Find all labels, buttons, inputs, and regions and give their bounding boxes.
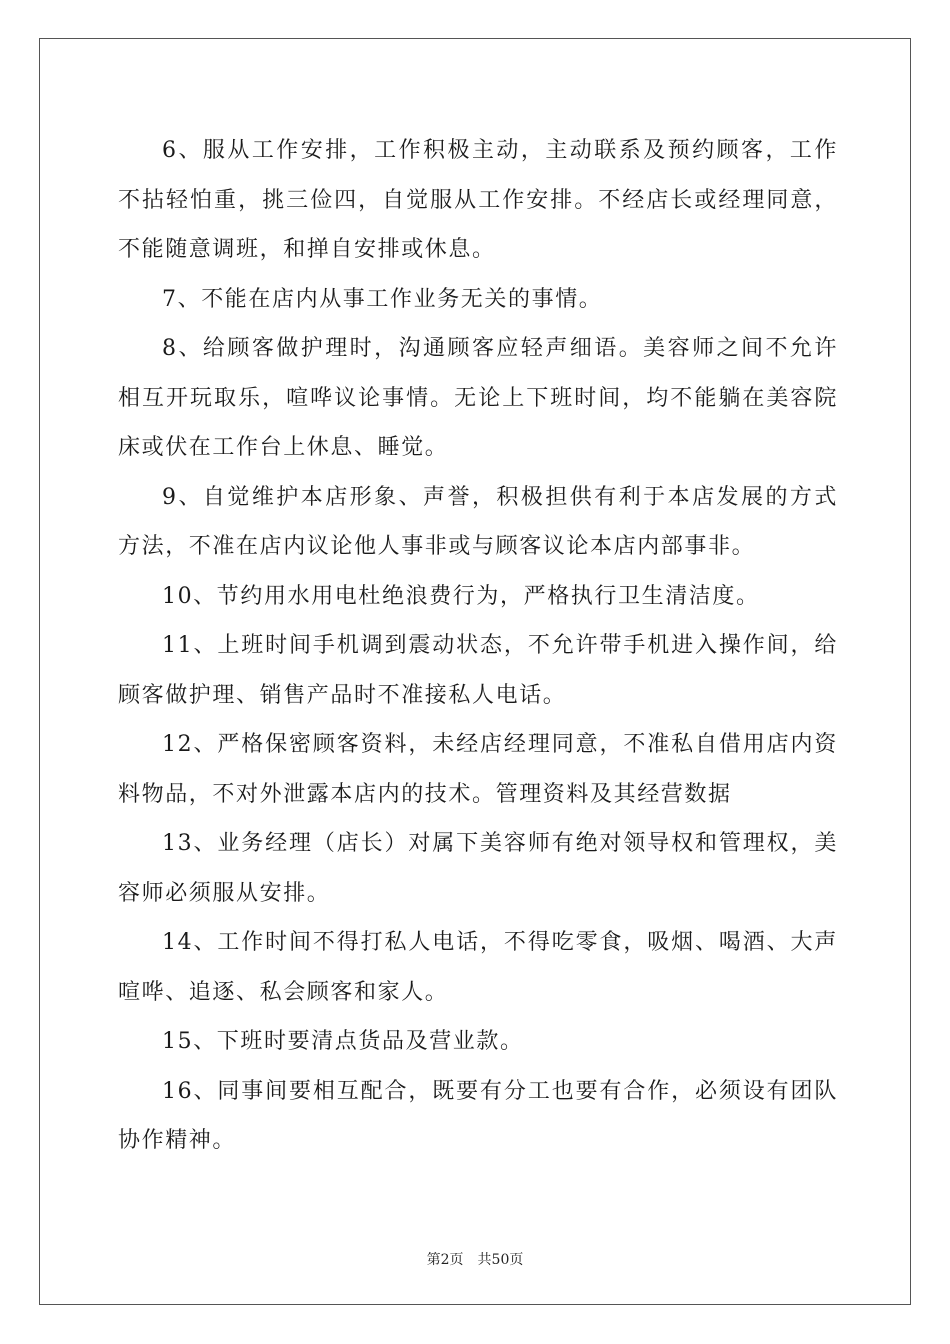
- paragraph-7: 7、不能在店内从事工作业务无关的事情。: [162, 286, 603, 312]
- paragraph-16: 16、同事间要相互配合，既要有分工也要有合作，必须设有团队协作精神。: [118, 1078, 838, 1153]
- paragraph-14: 14、工作时间不得打私人电话，不得吃零食，吸烟、喝酒、大声喧哗、追逐、私会顾客和家人。: [118, 930, 838, 1005]
- paragraph-6: 6、服从工作安排，工作积极主动，主动联系及预约顾客，工作不拈轻怕重，挑三俭四，自觉服从工作安排。不经店长或经理同意，不能随意调班，和掸自安排或休息。: [118, 138, 838, 262]
- paragraph-9: 9、自觉维护本店形象、声誉，积极担供有利于本店发展的方式方法，不准在店内议论他人事非或与顾客议论本店内部事非。: [118, 484, 838, 559]
- paragraph-10: 10、节约用水用电杜绝浪费行为，严格执行卫生清洁度。: [162, 583, 760, 609]
- paragraph-15: 15、下班时要清点货品及营业款。: [162, 1029, 524, 1054]
- paragraph-13: 13、业务经理（店长）对属下美容师有绝对领导权和管理权，美容师必须服从安排。: [118, 831, 838, 906]
- paragraph-8: 8、给顾客做护理时，沟通顾客应轻声细语。美容师之间不允许相互开玩取乐，喧哗议论事情。无论上下班时间，均不能躺在美容院床或伏在工作台上休息、睡觉。: [118, 336, 838, 460]
- paragraph-11: 11、上班时间手机调到震动状态，不允许带手机进入操作间，给顾客做护理、销售产品时不准接私人电话。: [118, 633, 838, 708]
- paragraph-12: 12、严格保密顾客资料，未经店经理同意，不准私自借用店内资料物品，不对外泄露本店内的技术。管理资料及其经营数据: [118, 732, 838, 807]
- page-footer: [0, 1249, 950, 1269]
- document-body: [118, 126, 838, 1166]
- page-total: 共50页: [477, 1252, 524, 1268]
- page-number: 第2页: [426, 1252, 464, 1268]
